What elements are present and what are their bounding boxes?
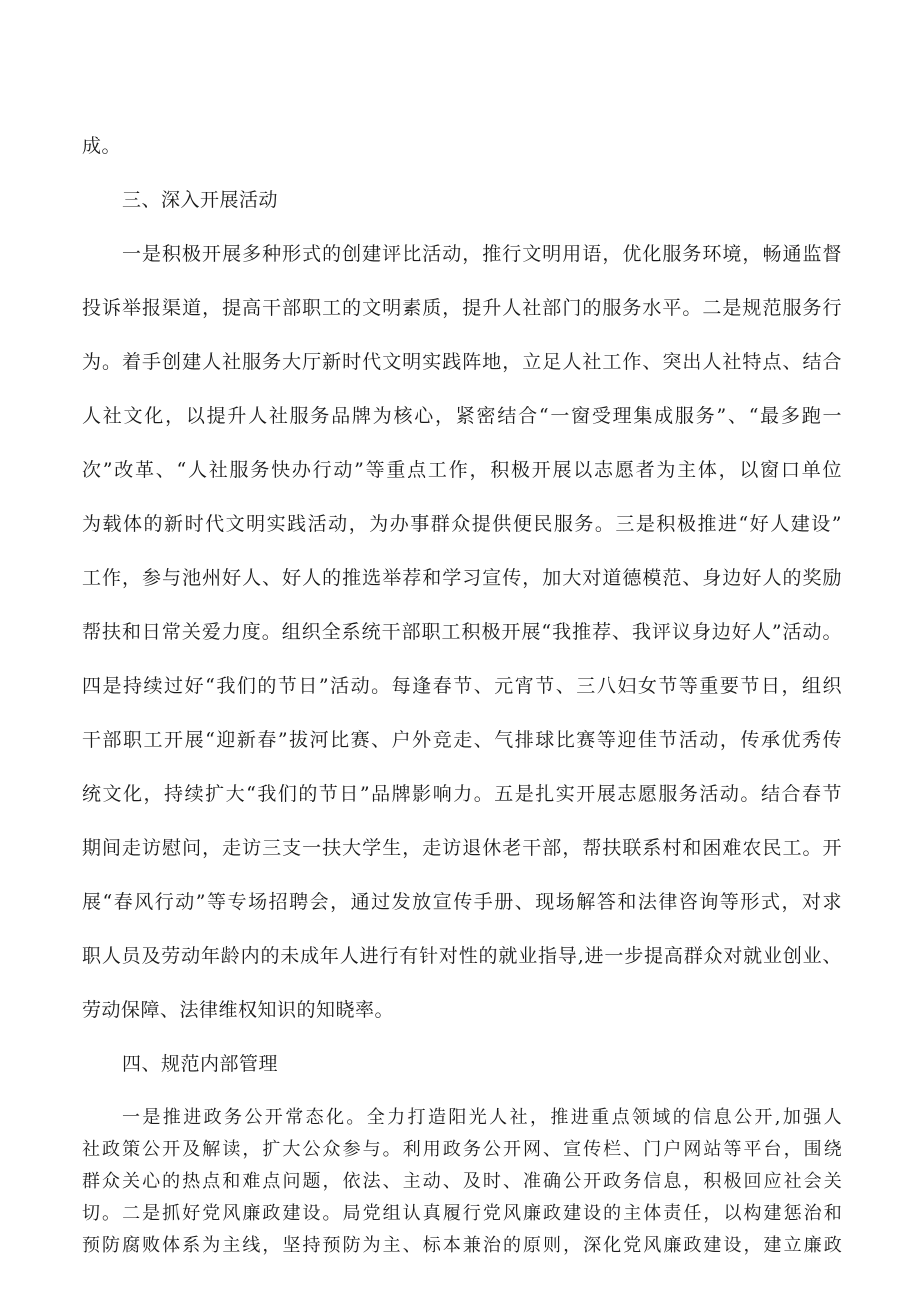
paragraph-line: 展“春风行动”等专场招聘会，通过发放宣传手册、现场解答和法律咨询等形式，对求	[82, 891, 842, 913]
paragraph-line: 投诉举报渠道，提高干部职工的文明素质，提升人社部门的服务水平。二是规范服务行	[82, 297, 842, 319]
paragraph-line: 干部职工开展“迎新春”拔河比赛、户外竞走、气排球比赛等迎佳节活动，传承优秀传	[82, 729, 842, 751]
paragraph-line: 劳动保障、法律维权知识的知晓率。	[82, 999, 395, 1021]
paragraph-line: 人社文化，以提升人社服务品牌为核心，紧密结合“一窗受理集成服务”、“最多跑一	[82, 405, 842, 427]
paragraph-line: 职人员及劳动年龄内的未成年人进行有针对性的就业指导,进一步提高群众对就业创业、	[82, 945, 842, 967]
paragraph-line: 工作，参与池州好人、好人的推选举荐和学习宣传，加大对道德模范、身边好人的奖励	[82, 567, 842, 589]
paragraph-line: 期间走访慰问，走访三支一扶大学生，走访退休老干部，帮扶联系村和困难农民工。开	[82, 837, 842, 859]
paragraph-line: 为。着手创建人社服务大厅新时代文明实践阵地，立足人社工作、突出人社特点、结合	[82, 351, 842, 373]
paragraph-line: 一是积极开展多种形式的创建评比活动，推行文明用语，优化服务环境，畅通监督	[122, 243, 842, 265]
paragraph-line: 统文化，持续扩大“我们的节日”品牌影响力。五是扎实开展志愿服务活动。结合春节	[82, 783, 842, 805]
section-heading-4: 四、规范内部管理	[122, 1053, 279, 1075]
paragraph-line: 社政策公开及解读，扩大公众参与。利用政务公开网、宣传栏、门户网站等平台，围绕	[82, 1139, 842, 1160]
paragraph-tail-line: 成。	[82, 135, 122, 157]
section-heading-3: 三、深入开展活动	[122, 189, 279, 211]
paragraph-line: 预防腐败体系为主线，坚持预防为主、标本兼治的原则，深化党风廉政建设，建立廉政	[82, 1235, 842, 1256]
paragraph-line: 一是推进政务公开常态化。全力打造阳光人社，推进重点领域的信息公开,加强人	[122, 1107, 842, 1128]
paragraph-line: 次”改革、“人社服务快办行动”等重点工作，积极开展以志愿者为主体，以窗口单位	[82, 459, 842, 481]
paragraph-line: 群众关心的热点和难点问题，依法、主动、及时、准确公开政务信息，积极回应社会关	[82, 1171, 842, 1192]
paragraph-line: 为载体的新时代文明实践活动，为办事群众提供便民服务。三是积极推进“好人建设”	[82, 513, 842, 535]
paragraph-line: 切。二是抓好党风廉政建设。局党组认真履行党风廉政建设的主体责任，以构建惩治和	[82, 1203, 842, 1224]
paragraph-line: 帮扶和日常关爱力度。组织全系统干部职工积极开展“我推荐、我评议身边好人”活动。	[82, 621, 842, 643]
paragraph-line: 四是持续过好“我们的节日”活动。每逢春节、元宵节、三八妇女节等重要节日，组织	[82, 675, 842, 697]
